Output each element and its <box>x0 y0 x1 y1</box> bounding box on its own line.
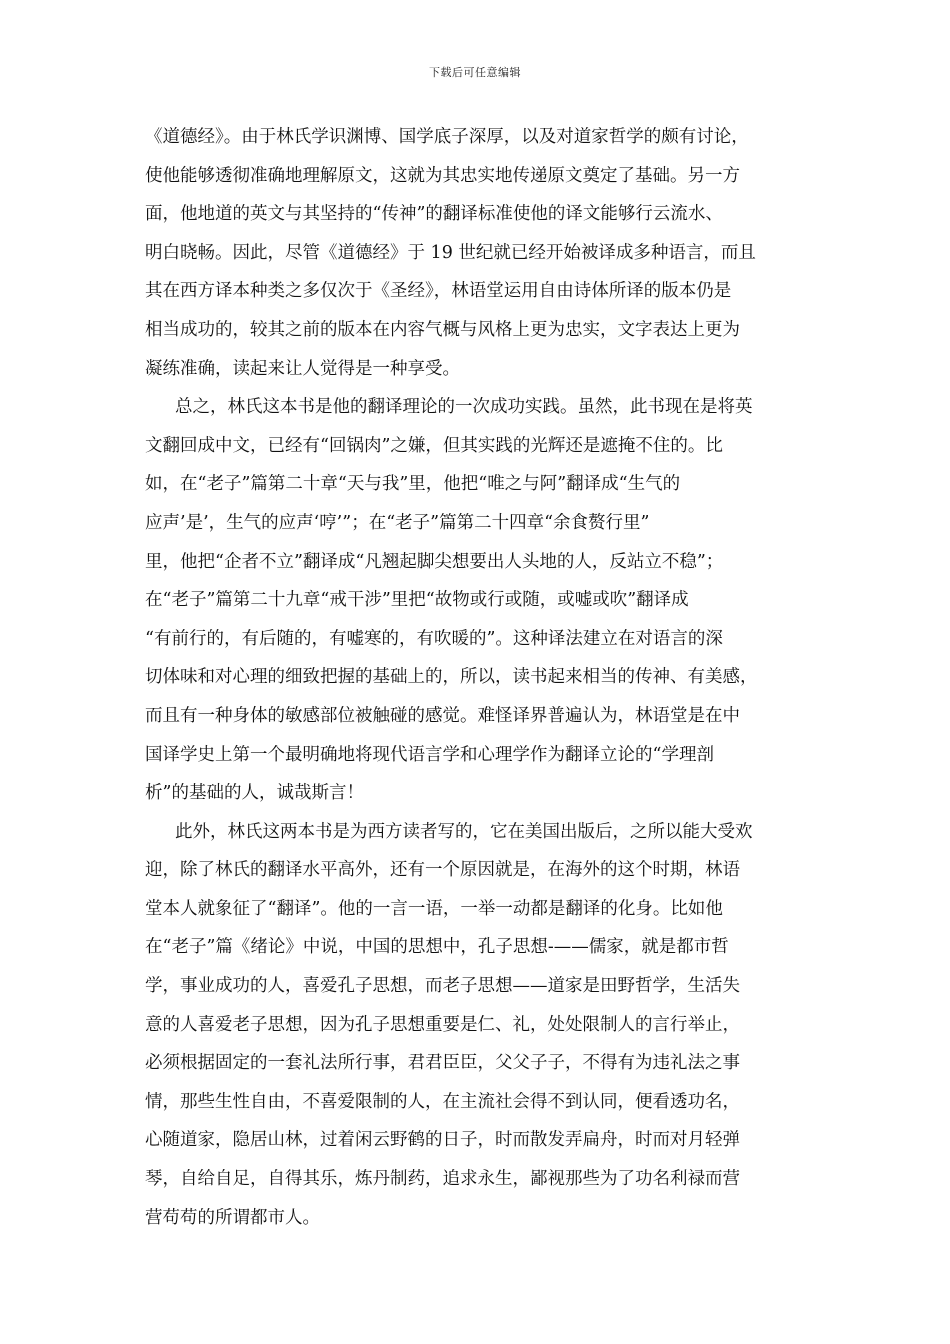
text-line: 应声’是’，生气的应声‘哼’”；在“老子”篇第二十四章“余食赘行里” <box>145 512 650 533</box>
text-line: 面，他地道的英文与其坚持的“传神”的翻译标准使他的译文能够行云流水、 <box>145 204 723 225</box>
page-header: 下载后可任意编辑 <box>429 66 521 79</box>
text-line: 心随道家，隐居山林，过着闲云野鹤的日子，时而散发弄扁舟，时而对月轻弹 <box>145 1130 740 1151</box>
text-line: 明白晓畅。因此，尽管《道德经》于 19 世纪就已经开始被译成多种语言，而且 <box>145 242 756 263</box>
paragraph-3 <box>145 813 815 1238</box>
text-line: 在“老子”篇第二十九章“戒干涉”里把“故物或行或随，或嘘或吹”翻译成 <box>145 590 689 611</box>
paragraph-1 <box>145 118 815 388</box>
document-body <box>145 118 815 1237</box>
text-line: 凝练准确，读起来让人觉得是一种享受。 <box>145 358 460 379</box>
paragraph-2 <box>145 388 815 813</box>
text-line: 意的人喜爱老子思想，因为孔子思想重要是仁、礼，处处限制人的言行举止， <box>145 1014 740 1035</box>
text-line: 堂本人就象征了“翻译”。他的一言一语，一举一动都是翻译的化身。比如他 <box>145 898 723 919</box>
text-line: 必须根据固定的一套礼法所行事，君君臣臣，父父子子，不得有为违礼法之事 <box>145 1053 740 1074</box>
text-line: 其在西方译本种类之多仅次于《圣经》，林语堂运用自由诗体所译的版本仍是 <box>145 281 732 302</box>
text-line: 相当成功的，较其之前的版本在内容气概与风格上更为忠实，文字表达上更为 <box>145 319 740 340</box>
text-line: 而且有一种身体的敏感部位被触碰的感觉。难怪译界普遍认为，林语堂是在中 <box>145 705 740 726</box>
text-line: 使他能够透彻准确地理解原文，这就为其忠实地传递原文奠定了基础。另一方 <box>145 165 740 186</box>
text-line: 营苟苟的所谓都市人。 <box>145 1207 320 1228</box>
text-line: 迎，除了林氏的翻译水平高外，还有一个原因就是，在海外的这个时期，林语 <box>145 860 740 881</box>
text-line: “有前行的，有后随的，有嘘寒的，有吹暖的”。这种译法建立在对语言的深 <box>145 628 723 649</box>
text-line: 此外，林氏这两本书是为西方读者写的，它在美国出版后，之所以能大受欢 <box>175 821 753 842</box>
text-line: 国译学史上第一个最明确地将现代语言学和心理学作为翻译立论的“学理剖 <box>145 744 714 765</box>
text-line: 在“老子”篇《绪论》中说，中国的思想中，孔子思想-——儒家，就是都市哲 <box>145 937 729 958</box>
text-line: 析”的基础的人，诚哉斯言！ <box>145 783 364 804</box>
text-line: 里，他把“企者不立”翻译成“凡翘起脚尖想要出人头地的人，反站立不稳”； <box>145 551 724 572</box>
text-line: 总之，林氏这本书是他的翻译理论的一次成功实践。虽然，此书现在是将英 <box>175 397 753 418</box>
text-line: 情，那些生性自由，不喜爱限制的人，在主流社会得不到认同，便看透功名， <box>145 1091 740 1112</box>
text-line: 如，在“老子”篇第二十章“天与我”里，他把“唯之与阿”翻译成“生气的 <box>145 474 681 495</box>
text-line: 琴，自给自足，自得其乐，炼丹制药，追求永生，鄙视那些为了功名利禄而营 <box>145 1169 740 1190</box>
text-line: 切体味和对心理的细致把握的基础上的，所以，读书起来相当的传神、有美感， <box>145 667 758 688</box>
text-line: 学，事业成功的人，喜爱孔子思想，而老子思想——道家是田野哲学，生活失 <box>145 976 740 997</box>
text-line: 文翻回成中文，已经有“回锅肉”之嫌，但其实践的光辉还是遮掩不住的。比 <box>145 435 723 456</box>
text-line: 《道德经》。由于林氏学识渊博、国学底子深厚，以及对道家哲学的颇有讨论， <box>145 127 749 147</box>
